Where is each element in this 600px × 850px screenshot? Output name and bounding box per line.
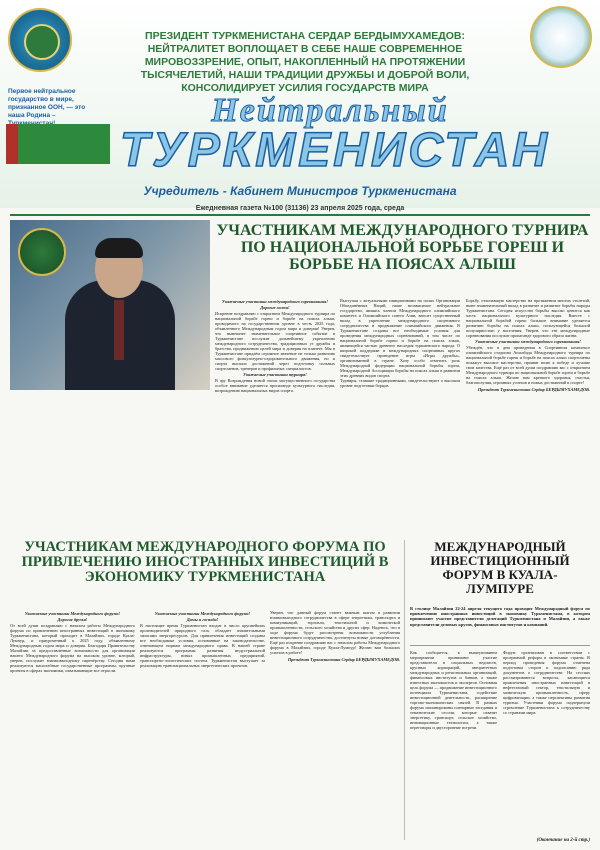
article1-photo-side (10, 394, 210, 534)
column-divider (404, 540, 405, 840)
article2-column2 (140, 610, 265, 842)
article3-text1: Как сообщается, в вышеупомянем мероприятии принимают участие представители в социальных ведомств, крупных корпораций, авторитетных международных и региональных организаций, финансовых институтов и банков, а также известных экономистов и экспертов. Основная цель форума — продвижение инвестиционного потенциала Туркменистана, содействие инвестиционной деятельности, расширение торгово-экономических связей. В рамках форума запланированы пленарные заседания и тематические сессии, которые охватят энергетику, транспорт, сельское хозяйство, инновационные технологии, а также переговоры и двусторонние встречи. (410, 650, 497, 730)
article1-greeting: Уважаемые участники международного соревнования! (222, 299, 328, 304)
neutral-state-note: Первое нейтральное государство в мире, признанное ООН, — это наша Родина – (8, 88, 86, 119)
article1-text1b: В эру Возрождения новой эпохи могущественного государства особое внимание уделяется пропаганде культурного наследия, возрождению национальных видов спорта. (215, 378, 335, 393)
article1-greeting2: Дорогие гости! (260, 305, 290, 310)
article2-text3: Уверен, что данный форум станет важным шагом в развитии взаимовыгодного сотрудничества в сфере энергетики, транспорта и коммуникаций, торговли, текстильной и химической промышленности, сельского хозяйства и других сфер. Надеюсь, что в ходе форума будут рассмотрены возможности углубления инвестиционного сотрудничества, достигнуты новые договорённости. Ещё раз искренне поздравляю вас с началом работы Международного форума в Малайзии, городе Куала-Лумпур! Желаю вам больших успехов в работе! (270, 610, 400, 655)
article3-text2: Форум организован в соответствии с программой реформ в экономике страны. В период проведения форума отмечена подготовка сторон к подписанию ряда документов о сотрудничестве. На сессиях рассматриваются вопросы, касающиеся привлечения иностранных инвестиций в нефтегазовый сектор, текстильную и химическую промышленность, сферу цифровизации, а также перспективы развития туризма. Участники форума подчеркнули стремление Туркменистана к сотрудничеству со странами мира. (503, 650, 590, 715)
article1-signature: Президент Туркменистана Сердар БЕРДЫМУХАМЕДОВ. (477, 387, 590, 392)
article2-headline: УЧАСТНИКАМ МЕЖДУНАРОДНОГО ФОРУМА ПО ПРИВЛЕЧЕНИЮ ИНОСТРАННЫХ ИНВЕСТИЦИЙ В ЭКОНОМИКУ ТУРКМЕНИСТАНА (21, 539, 389, 585)
article1-text1: Искренне поздравляю с открытием Международного турнира по национальной борьбе гореш и борьбе на поясах алыш, проводимого на государственном уровне в честь 2025 года, объявленного Международным годом мира и доверия! Уверен, что нынешнее знаменательное спортивное событие в Туркменистане послужит дальнейшему укреплению международного сотрудничества, традиционных уз дружбы и братства, продвижению целей мира и доверия на планете. Мы в Туркменистане придаём огромное значение не только развитию массового физкультурно-оздоровительного движения, но и спорта высших достижений через подготовку сильных спортсменов, тренеров и профильных специалистов. (215, 311, 335, 371)
president-portrait (10, 220, 210, 390)
newspaper-title-line2: ТУРКМЕНИСТАН (119, 124, 551, 177)
article1-headline: УЧАСТНИКАМ МЕЖДУНАРОДНОГО ТУРНИРА ПО НАЦИОНАЛЬНОЙ БОРЬБЕ ГОРЕШ И БОРЬБЕ НА ПОЯСАХ АЛЫШ (216, 222, 589, 273)
article2-greeting2: Дорогие друзья! (57, 617, 88, 622)
article1-column1 (215, 298, 335, 536)
national-flag-icon (6, 124, 110, 164)
article1-greeting4: Уважаемые участники международного соревнования! (475, 339, 581, 344)
article2-greeting3: Уважаемые участники Международного форума! (154, 611, 251, 616)
newspaper-title-line1: Нейтральный (211, 92, 449, 129)
masthead-divider (10, 214, 590, 216)
publisher-line: Учредитель - Кабинет Министров Туркменистана (143, 184, 457, 198)
article3-divider (410, 645, 590, 646)
presidential-quote: ПРЕЗИДЕНТ ТУРКМЕНИСТАНА СЕРДАР БЕРДЫМУХАМЕДОВ: НЕЙТРАЛИТЕТ ВОПЛОЩАЕТ В СЕБЕ НАШЕ СОВРЕМЕННОЕ МИРОВОЗЗРЕНИЕ, ОПЫТ, НАКОПЛЕННЫЙ НА ПРОТЯЖЕНИИ ТЫСЯЧЕЛЕТИЙ, НАШИ ТРАДИЦИИ ДРУЖБЫ И ДОБРОЙ ВОЛИ, КОНСОЛИДИРУЕТ УСИЛИЯ ГОСУДАРСТВ МИРА (140, 30, 470, 94)
masthead (0, 0, 600, 208)
article1-column3 (466, 298, 590, 536)
article2-greeting4: Дамы и господа! (186, 617, 219, 622)
neutrality-emblem-icon (530, 6, 592, 68)
article1-text3b: Убеждён, что в дни проведения в Спортивном комплексе олимпийского стадиона Ашхабада Международного турнира по национальной борьбе гореш и борьбе на поясах алыш спортсмены покажут высокое мастерство, проявят волю к победе и лучшие свои качества. Ещё раз от всей души поздравляю вас с открытием Международного турнира по национальной борьбе гореш и борьбе на поясах алыш. Желаю вам крепкого здоровья, счастья, благополучия, огромных успехов и новых достижений в спорте! (466, 345, 590, 385)
article3-lead: В столице Малайзии 22-24 апреля текущего года проходит Международный форум по привлечению иностранных инвестиций в экономику Туркменистана, в котором принимают участие представители делегаций Туркменистана и Малайзии, а также представители деловых кругов, финансовых институтов и компаний. (410, 606, 590, 627)
article2-text1: От всей души поздравляю с началом работы Международного форума по привлечению иностранных инвестиций в экономику Туркменистана, который проходит в Малайзии, городе Куала-Лумпур, и приуроченный к 2025 году, объявленному Международным годом мира и доверия. Благодаря Правительству Малайзии за предоставленные возможности для организации нашего Международного форума на высоком уровне, который, уверен, послужит взаимовыгодному партнёрству. Сегодня нами реализуются масштабные государственные программы, крупные проекты в сферах экономики, охватывающие все отрасли. (10, 623, 135, 673)
article3-column1 (410, 650, 497, 835)
article2-column3 (270, 610, 400, 842)
national-emblem-icon (8, 8, 72, 72)
article3-headline: МЕЖДУНАРОДНЫЙ ИНВЕСТИЦИОННЫЙ ФОРУМ В КУАЛА-ЛУМПУРЕ (430, 539, 570, 596)
article1-greeting3: Уважаемые участники турнира! (243, 372, 307, 377)
article1-column2 (340, 298, 460, 536)
article2-text2: В настоящее время Туркменистан входит в число крупнейших производителей природного газа, обладает значительными запасами энергоресурсов. Для привлечения инвестиций созданы все необходимые условия, основанные на законодательстве, отвечающем нормам международного права. В нашей стране реализуются программы развития индустриальной инфраструктуры, новых промышленных предприятий, транспортно-логистических систем. Туркменистан выступает за реализацию транснациональных энергетических проектов. (140, 623, 265, 668)
article3-column2 (503, 650, 590, 835)
article2-signature: Президент Туркменистана Сердар БЕРДЫМУХАМЕДОВ. (287, 657, 400, 662)
article1-text3: Борьбу, отличавшую мастерство на протяжении многих столетий, ныне знаменательный вклад в развитие и развитие борьбы народы Туркменистана. Сегодня искусство борьбы высоко ценится как часть национального культурного наследия. Вместе с национальной борьбой гореш большое внимание уделяется развитию борьбы на поясах алыш, пользующейся большой популярностью у населения. Уверен, что эти международные соревнования послужат пропаганде здорового образа жизни. (466, 298, 590, 338)
article1-text2: Выступая с актуальными инициативами на полях Организации Объединённых Наций, наше независимое нейтральное государство, являясь членом Международного олимпийского комитета и Олимпийского совета Азии, вносит существенный вклад в укрепление международного спортивного сотрудничества и продвижение олимпийского движения. В Туркменистане созданы все необходимые условия для проведения международных соревнований, в том числе по национальной борьбе гореш и борьбе на поясах алыш, являющейся частью древнего наследия туркменского народа. О широкой поддержке в международных спортивных кругах свидетельствует проведение игры «Игры дружбы», организованной в стране. Хочу особо отметить роль Международной федерации национальной борьбы гореш, Международной Ассоциации борьбы на поясах алыш в развитии этих древних видов спорта. (340, 298, 460, 378)
article1-text2b: Турниры, ставшие традиционными, свидетельствуют о высоком уровне подготовки борцов. (340, 378, 460, 388)
article2-column1 (10, 610, 135, 842)
crest-icon (18, 228, 66, 276)
continued-note: (Окончание на 2-й стр.) (536, 838, 590, 843)
issue-dateline: Ежедневная газета №100 (31136) 23 апреля 2025 года, среда (195, 205, 405, 212)
article2-greeting: Уважаемые участники Международного форума! (24, 611, 121, 616)
